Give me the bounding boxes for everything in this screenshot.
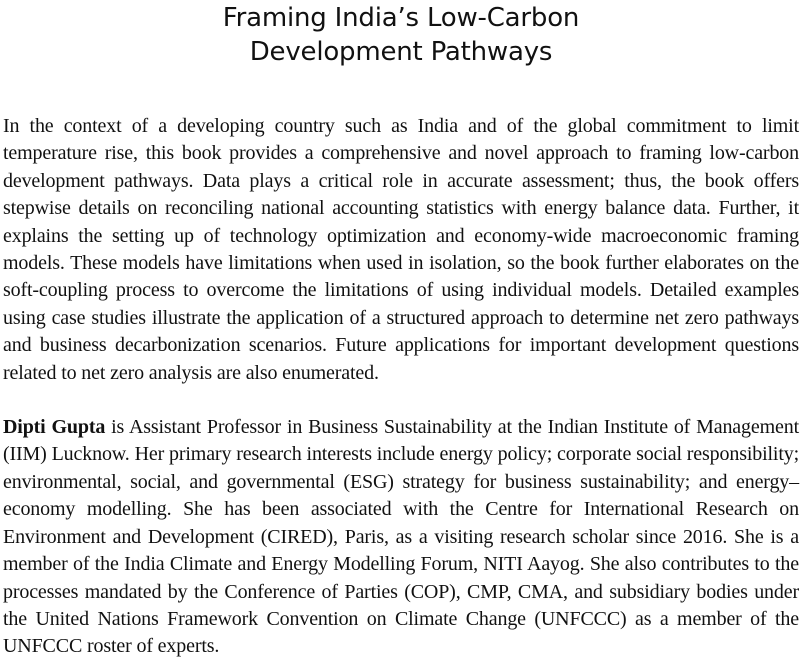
author-name: Dipti Gupta bbox=[3, 416, 106, 439]
book-title bbox=[3, 0, 799, 69]
book-title-line-1: Framing India’s Low-Carbon bbox=[222, 3, 580, 33]
author-bio: is Assistant Professor in Business Sustainability at the Indian Institute of Management (IIM) Lucknow. Her primary research interests include energy policy; corporate social responsibility; environmental, social, and governmental (ESG) strategy for business sustainability; and energy–economy modelling. She has been associated with the Centre for International Research on Environment and Development (CIRED), Paris, as a visiting research scholar since 2016. She is a member of the India Climate and Energy Modelling Forum, NITI Aayog. She also contributes to the processes mandated by the Conference of Parties (COP), CMP, CMA, and subsidiary bodies under the United Nations Framework Convention on Climate Change (UNFCCC) as a member of the UNFCCC roster of experts. bbox=[3, 416, 800, 658]
book-description: In the context of a developing country such as India and of the global commitment to limit temperature rise, this book provides a comprehensive and novel approach to framing low-carbon development pathways. Data plays a critical role in accurate assessment; thus, the book offers stepwise details on reconciling national accounting statistics with energy balance data. Further, it explains the setting up of technology optimization and economy-wide macroeconomic framing models. These models have limitations when used in isolation, so the book further elaborates on the soft-coupling process to overcome the limitations of using individual models. Detailed examples using case studies illustrate the application of a structured approach to determine net zero pathways and business decarbonization scenarios. Future applications for important development questions related to net zero analysis are also enumerated. bbox=[3, 115, 799, 384]
author-bio-paragraph bbox=[3, 414, 799, 661]
book-title-line-2: Development Pathways bbox=[249, 37, 553, 67]
